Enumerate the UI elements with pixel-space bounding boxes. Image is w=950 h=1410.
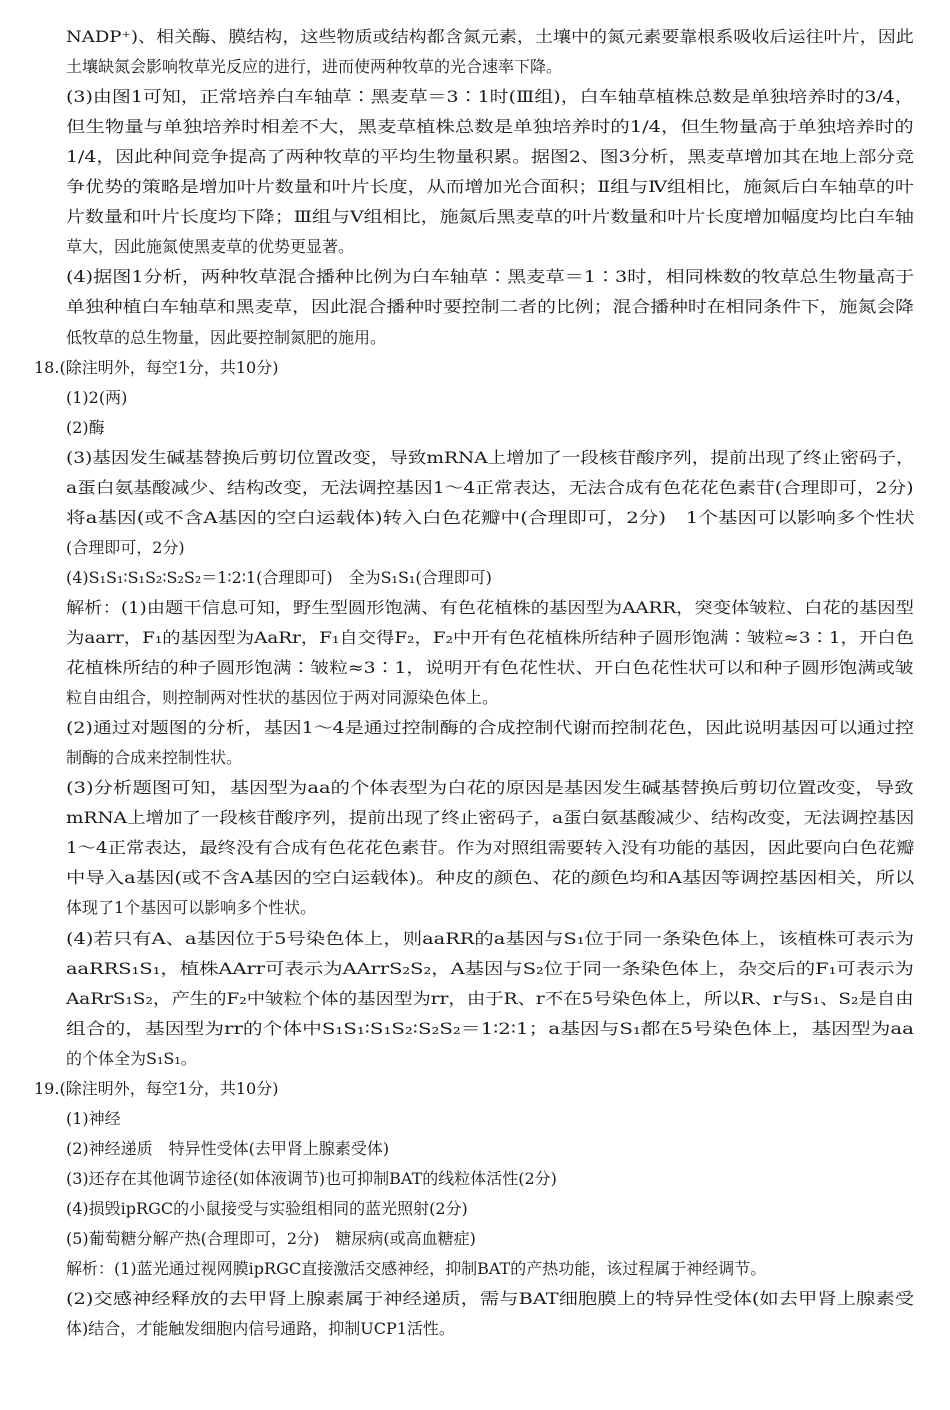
text-line: 花植株所结的种子圆形饱满∶皱粒≈3∶1，说明开有色花性状、开白色花性状可以和种子圆形饱满或皱 [66,658,914,678]
text-line: 解析：(1)蓝光通过视网膜ipRGC直接激活交感神经，抑制BAT的产热功能，该过程属于神经调节。 [66,1259,767,1279]
text-line: (4)若只有A、a基因位于5号染色体上，则aaRR的a基因与S₁位于同一条染色体上，该植株可表示为 [66,928,915,948]
text-line: AaRrS₁S₂，产生的F₂中皱粒个体的基因型为rr，由于R、r不在5号染色体上，所以R、r与S₁、S₂是自由 [66,988,914,1008]
text-line: 组合的，基因型为rr的个体中S₁S₁∶S₁S₂∶S₂S₂＝1∶2∶1；a基因与S₁都在5号染色体上，基因型为aa [66,1018,914,1038]
text-line: (5)葡萄糖分解产热(合理即可，2分) 糖尿病(或高血糖症) [66,1229,476,1248]
text-line: (3)基因发生碱基替换后剪切位置改变，导致mRNA上增加了一段核苷酸序列，提前出现了终止密码子， [66,447,915,467]
text-line: 为aarr，F₁的基因型为AaRr，F₁自交得F₂，F₂中开有色花植株所结种子圆形饱满∶皱粒≈3∶1，开白色 [66,628,914,647]
text-line: 解析：(1)由题干信息可知，野生型圆形饱满、有色花植株的基因型为AARR，突变体皱粒、白花的基因型 [66,597,914,617]
text-line: 19.(除注明外，每空1分，共10分) [34,1078,279,1098]
text-line: 将a基因(或不含A基因的空白运载体)转入白色花瓣中(合理即可，2分) 1个基因可以影响多个性状 [66,507,915,527]
text-line: 但生物量与单独培养时相差不大，黑麦草植株总数是单独培养时的1/4，但生物量高于单独培养时的 [66,117,914,137]
text-line: 中导入a基因(或不含A基因的空白运载体)。种皮的颜色、花的颜色均和A基因等调控基因相关，所以 [66,868,915,888]
text-line: mRNA上增加了一段核苷酸序列，提前出现了终止密码子，a蛋白氨基酸减少、结构改变，无法调控基因 [66,808,915,828]
text-line: (1)神经 [66,1108,121,1128]
text-line: 单独种植白车轴草和黑麦草，因此混合播种时要控制二者的比例；混合播种时在相同条件下，施氮会降 [66,297,915,317]
text-line: 粒自由组合，则控制两对性状的基因位于两对同源染色体上。 [66,688,499,708]
text-line: (4)据图1分析，两种牧草混合播种比例为白车轴草∶黑麦草＝1∶3时，相同株数的牧草总生物量高于 [66,267,915,287]
text-line: 18.(除注明外，每空1分，共10分) [34,357,279,377]
text-line: 低牧草的总生物量，因此要控制氮肥的施用。 [66,327,387,347]
text-line: (1)2(两) [66,387,128,407]
text-line: 制酶的合成来控制性状。 [66,748,243,768]
text-line: a蛋白氨基酸减少、结构改变，无法调控基因1～4正常表达，无法合成有色花花色素苷(合理即可，2分) [66,477,914,497]
text-line: 1/4，因此种间竞争提高了两种牧草的平均生物量积累。据图2、图3分析，黑麦草增加其在地上部分竞 [66,147,915,167]
text-line: (3)由图1可知，正常培养白车轴草∶黑麦草＝3∶1时(Ⅲ组)，白车轴草植株总数是单独培养时的3/4， [66,87,914,107]
text-line: (2)通过对题图的分析，基因1～4是通过控制酶的合成控制代谢而控制花色，因此说明基因可以通过控 [66,718,915,738]
text-line: 体)结合，才能触发细胞内信号通路，抑制UCP1活性。 [66,1319,455,1339]
text-line: (2)酶 [66,417,105,437]
text-line: (合理即可，2分) [66,537,185,557]
text-line: (2)神经递质 特异性受体(去甲肾上腺素受体) [66,1138,390,1158]
text-line: 草大，因此施氮使黑麦草的优势更显著。 [66,237,355,257]
text-line: (3)还存在其他调节途径(如体液调节)也可抑制BAT的线粒体活性(2分) [66,1168,557,1188]
text-line: (2)交感神经释放的去甲肾上腺素属于神经递质，需与BAT细胞膜上的特异性受体(如去甲肾上腺素受 [66,1289,915,1309]
text-line: aaRRS₁S₁，植株AArr可表示为AArrS₂S₂，A基因与S₂位于同一条染色体上，杂交后的F₁可表示为 [66,958,914,978]
text-line: 体现了1个基因可以影响多个性状。 [66,898,317,918]
text-line: 片数量和叶片长度均下降；Ⅲ组与Ⅴ组相比，施氮后黑麦草的叶片数量和叶片长度增加幅度均比白车轴 [66,207,914,227]
text-line: 的个体全为S₁S₁。 [66,1048,197,1068]
text-line: (3)分析题图可知，基因型为aa的个体表型为白花的原因是基因发生碱基替换后剪切位置改变，导致 [66,778,914,798]
text-line: 土壤缺氮会影响牧草光反应的进行，进而使两种牧草的光合速率下降。 [66,57,563,77]
text-line: 争优势的策略是增加叶片数量和叶片长度，从而增加光合面积；Ⅱ组与Ⅳ组相比，施氮后白车轴草的叶 [66,177,914,197]
text-line: 1～4正常表达，最终没有合成有色花花色素苷。作为对照组需要转入没有功能的基因，因此要向白色花瓣 [66,838,915,858]
text-line: NADP⁺)、相关酶、膜结构，这些物质或结构都含氮元素，土壤中的氮元素要靠根系吸收后运往叶片，因此 [66,27,914,46]
text-line: (4)S₁S₁∶S₁S₂∶S₂S₂＝1∶2∶1(合理即可) 全为S₁S₁(合理即可) [66,567,492,587]
text-line: (4)损毁ipRGC的小鼠接受与实验组相同的蓝光照射(2分) [66,1198,468,1218]
